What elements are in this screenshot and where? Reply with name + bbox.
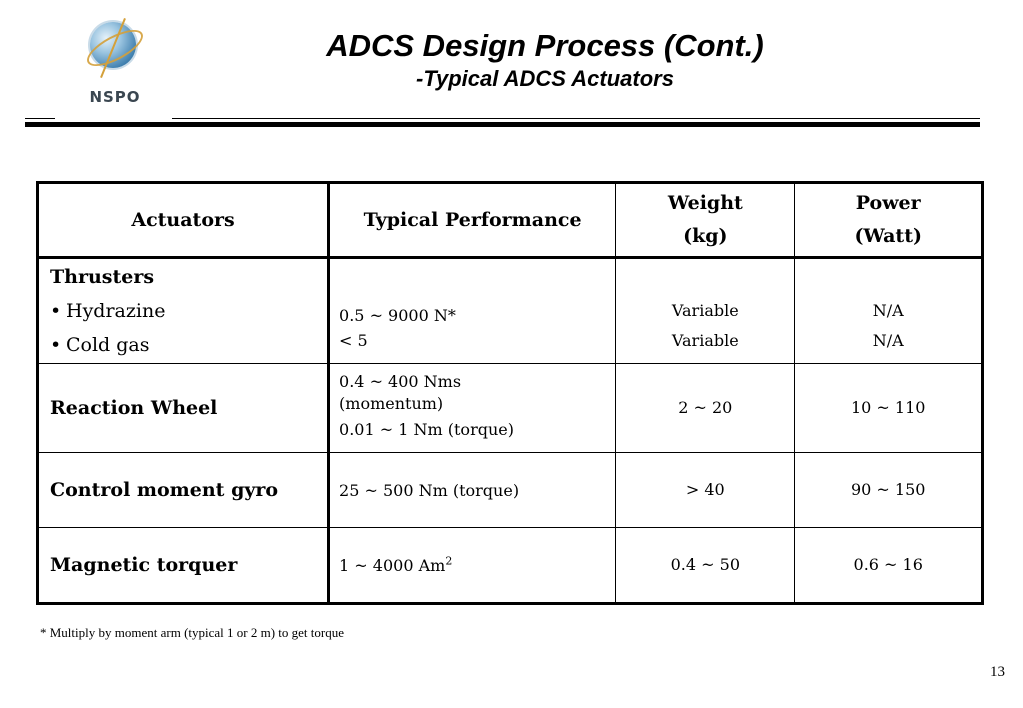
weight-cell [616,258,795,364]
performance-value: 0.01 ~ 1 Nm (torque) [339,420,514,439]
logo-wordmark: NSPO [89,88,141,106]
col-header-weight-unit: (kg) [683,225,728,247]
col-header-weight-label: Weight [667,192,743,214]
table-row [38,258,983,364]
power-value: N/A [872,331,904,350]
col-header-power-unit: (Watt) [854,225,922,247]
performance-cell [329,528,616,604]
power-cell: 10 ~ 110 [795,364,983,453]
actuator-cell: Magnetic torquer [38,528,329,604]
bullet-icon: • [50,334,62,356]
col-header-power [795,183,983,258]
header-rule-thin [25,118,55,119]
performance-cell [329,258,616,364]
header-rule-thin [172,118,980,119]
nspo-logo [78,16,152,108]
performance-unit-exponent: 2 [445,554,453,568]
thruster-type: Hydrazine [66,300,166,322]
performance-value: < 5 [339,331,368,350]
slide-subtitle: -Typical ADCS Actuators [416,66,674,91]
slide-title: ADCS Design Process (Cont.) [326,28,764,63]
col-header-actuators: Actuators [38,183,329,258]
performance-value: 0.4 ~ 400 Nms [339,372,462,391]
page-number: 13 [990,664,1005,680]
col-header-weight [616,183,795,258]
col-header-power-label: Power [855,192,921,214]
performance-value: (momentum) [339,394,444,413]
footnote: * Multiply by moment arm (typical 1 or 2 m) to get torque [40,625,345,640]
power-cell [795,258,983,364]
weight-cell: > 40 [616,453,795,528]
actuator-cell: Control moment gyro [38,453,329,528]
table-header-row [38,183,983,258]
col-header-performance: Typical Performance [329,183,616,258]
power-cell: 0.6 ~ 16 [795,528,983,604]
table-row [38,364,983,453]
bullet-icon: • [50,300,62,322]
weight-cell: 2 ~ 20 [616,364,795,453]
header-rule-thick [25,122,980,127]
thrusters-title: Thrusters [50,266,155,288]
thruster-type: Cold gas [66,334,150,356]
weight-cell: 0.4 ~ 50 [616,528,795,604]
performance-value: 0.5 ~ 9000 N* [339,306,456,325]
weight-value: Variable [671,301,739,320]
power-cell: 90 ~ 150 [795,453,983,528]
weight-value: Variable [671,331,739,350]
performance-cell: 25 ~ 500 Nm (torque) [329,453,616,528]
performance-cell [329,364,616,453]
actuator-cell: Reaction Wheel [38,364,329,453]
actuator-cell [38,258,329,364]
list-item [50,328,327,362]
power-value: N/A [872,301,904,320]
table-row [38,528,983,604]
actuators-table [36,181,984,605]
list-item [50,294,327,328]
table-row [38,453,983,528]
performance-value: 1 ~ 4000 Am [339,555,446,575]
